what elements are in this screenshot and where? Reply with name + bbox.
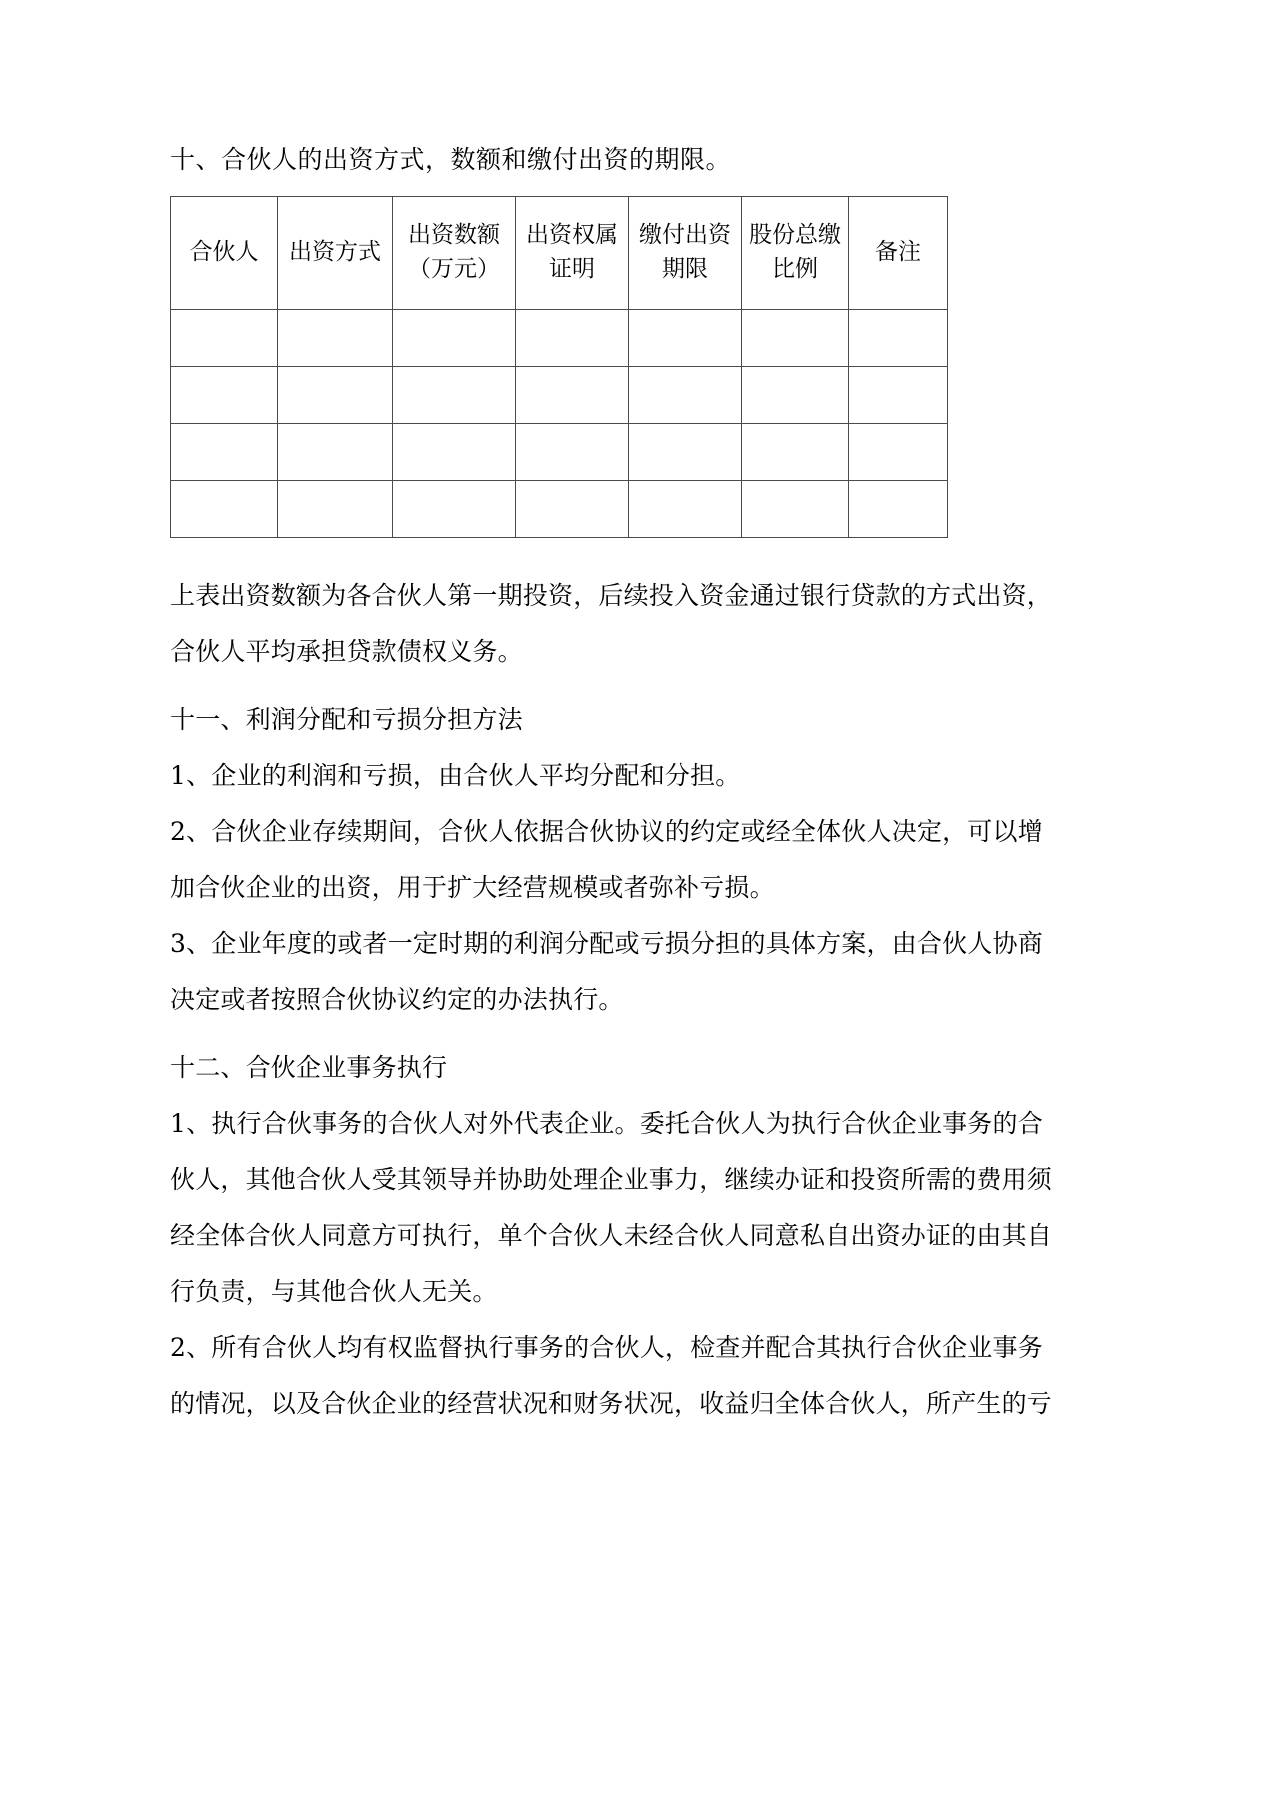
column-header-share-ratio-line1: 股份总缴 bbox=[749, 222, 841, 249]
table-header bbox=[171, 196, 948, 309]
column-header-contribution-amount-line2: （万元） bbox=[408, 255, 500, 282]
table-cell[interactable] bbox=[629, 480, 742, 537]
table-cell[interactable] bbox=[849, 366, 948, 423]
table-cell[interactable] bbox=[516, 423, 629, 480]
table-cell[interactable] bbox=[393, 423, 516, 480]
table-cell[interactable] bbox=[849, 309, 948, 366]
capital-contribution-table bbox=[170, 196, 948, 538]
column-header-share-ratio bbox=[742, 196, 849, 309]
table-cell[interactable] bbox=[849, 480, 948, 537]
paragraph-section-11-title bbox=[170, 692, 1110, 748]
paragraph-line: 2、合伙企业存续期间，合伙人依据合伙协议的约定或经全体伙人决定，可以增 bbox=[170, 816, 1043, 846]
column-header-partner-line1: 合伙人 bbox=[189, 238, 259, 265]
table-cell[interactable] bbox=[278, 423, 393, 480]
paragraph-item-12-1 bbox=[170, 1096, 1110, 1320]
paragraph-line: 上表出资数额为各合伙人第一期投资，后续投入资金通过银行贷款的方式出资， bbox=[170, 580, 1053, 610]
paragraph-line: 行负责，与其他合伙人无关。 bbox=[170, 1276, 498, 1306]
column-header-contribution-amount bbox=[393, 196, 516, 309]
table-cell[interactable] bbox=[629, 366, 742, 423]
table-cell[interactable] bbox=[629, 309, 742, 366]
table-row bbox=[171, 366, 948, 423]
paragraph-line: 决定或者按照合伙协议约定的办法执行。 bbox=[170, 984, 624, 1014]
table-cell[interactable] bbox=[742, 480, 849, 537]
table-cell[interactable] bbox=[742, 366, 849, 423]
column-header-share-ratio-line2: 比例 bbox=[772, 255, 818, 282]
paragraph-line: 十一、利润分配和亏损分担方法 bbox=[170, 704, 523, 734]
table-cell[interactable] bbox=[278, 366, 393, 423]
column-header-payment-deadline-line1: 缴付出资 bbox=[639, 222, 731, 249]
table-cell[interactable] bbox=[171, 423, 278, 480]
paragraph-line: 合伙人平均承担贷款债权义务。 bbox=[170, 636, 523, 666]
column-header-remarks bbox=[849, 196, 948, 309]
paragraph-item-11-2 bbox=[170, 804, 1110, 916]
column-header-ownership-proof bbox=[516, 196, 629, 309]
paragraph-line: 经全体合伙人同意方可执行，单个合伙人未经合伙人同意私自出资办证的由其自 bbox=[170, 1220, 1053, 1250]
table-row bbox=[171, 480, 948, 537]
paragraph-line: 加合伙企业的出资，用于扩大经营规模或者弥补亏损。 bbox=[170, 872, 775, 902]
table-cell[interactable] bbox=[171, 366, 278, 423]
paragraph-note-after-table bbox=[170, 568, 1110, 680]
table-cell[interactable] bbox=[278, 309, 393, 366]
table-cell[interactable] bbox=[516, 366, 629, 423]
table-cell[interactable] bbox=[171, 480, 278, 537]
table-cell[interactable] bbox=[516, 309, 629, 366]
table-cell[interactable] bbox=[393, 480, 516, 537]
table-cell[interactable] bbox=[742, 423, 849, 480]
table-row bbox=[171, 309, 948, 366]
paragraph-item-12-2 bbox=[170, 1320, 1110, 1432]
paragraph-line: 1、企业的利润和亏损，由合伙人平均分配和分担。 bbox=[170, 760, 741, 790]
paragraph-item-11-3 bbox=[170, 916, 1110, 1028]
section-10-heading: 十、合伙人的出资方式，数额和缴付出资的期限。 bbox=[170, 145, 732, 174]
paragraph-section-12-title bbox=[170, 1040, 1110, 1096]
table-body bbox=[171, 309, 948, 537]
table-cell[interactable] bbox=[742, 309, 849, 366]
column-header-ownership-proof-line2: 证明 bbox=[549, 255, 595, 282]
table-header-row bbox=[171, 196, 948, 309]
table-cell[interactable] bbox=[393, 309, 516, 366]
column-header-payment-deadline-line2: 期限 bbox=[662, 255, 708, 282]
paragraph-line: 十二、合伙企业事务执行 bbox=[170, 1052, 448, 1082]
column-header-contribution-amount-line1: 出资数额 bbox=[408, 222, 500, 249]
paragraph-line: 1、执行合伙事务的合伙人对外代表企业。委托合伙人为执行合伙企业事务的合 bbox=[170, 1108, 1043, 1138]
table-cell[interactable] bbox=[171, 309, 278, 366]
column-header-remarks-line1: 备注 bbox=[875, 238, 921, 265]
paragraph-item-11-1 bbox=[170, 748, 1110, 804]
column-header-payment-deadline bbox=[629, 196, 742, 309]
table-cell[interactable] bbox=[849, 423, 948, 480]
table-cell[interactable] bbox=[278, 480, 393, 537]
column-header-partner bbox=[171, 196, 278, 309]
column-header-contribution-method-line1: 出资方式 bbox=[289, 238, 381, 265]
paragraph-line: 2、所有合伙人均有权监督执行事务的合伙人，检查并配合其执行合伙企业事务 bbox=[170, 1332, 1043, 1362]
paragraph-line: 伙人，其他合伙人受其领导并协助处理企业事力，继续办证和投资所需的费用须 bbox=[170, 1164, 1053, 1194]
table-cell[interactable] bbox=[393, 366, 516, 423]
paragraph-line: 的情况，以及合伙企业的经营状况和财务状况，收益归全体合伙人，所产生的亏 bbox=[170, 1388, 1053, 1418]
document-content bbox=[170, 0, 1110, 1432]
column-header-ownership-proof-line1: 出资权属 bbox=[526, 222, 618, 249]
table-cell[interactable] bbox=[629, 423, 742, 480]
table-row bbox=[171, 423, 948, 480]
column-header-contribution-method bbox=[278, 196, 393, 309]
paragraph-line: 3、企业年度的或者一定时期的利润分配或亏损分担的具体方案，由合伙人协商 bbox=[170, 928, 1043, 958]
table-cell[interactable] bbox=[516, 480, 629, 537]
